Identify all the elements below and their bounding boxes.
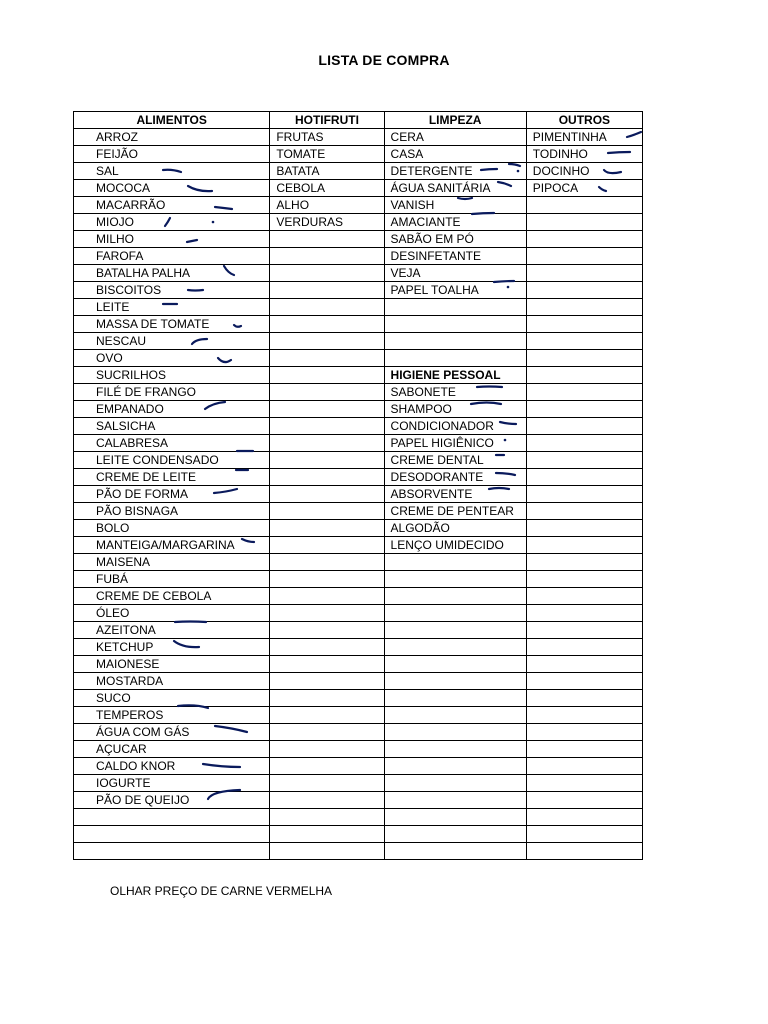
cell-limpeza bbox=[384, 690, 526, 707]
table-row bbox=[74, 741, 643, 758]
cell-outros bbox=[526, 469, 642, 486]
cell-alimentos bbox=[74, 809, 270, 826]
cell-limpeza: CERA bbox=[384, 129, 526, 146]
cell-limpeza bbox=[384, 571, 526, 588]
cell-limpeza: HIGIENE PESSOAL bbox=[384, 367, 526, 384]
table-header-row bbox=[74, 112, 643, 129]
cell-limpeza bbox=[384, 741, 526, 758]
table-row bbox=[74, 282, 643, 299]
cell-limpeza: CREME DENTAL bbox=[384, 452, 526, 469]
cell-limpeza bbox=[384, 622, 526, 639]
cell-limpeza bbox=[384, 588, 526, 605]
cell-outros bbox=[526, 350, 642, 367]
cell-outros: TODINHO bbox=[526, 146, 642, 163]
cell-outros bbox=[526, 265, 642, 282]
cell-alimentos: MACARRÃO bbox=[74, 197, 270, 214]
table-row bbox=[74, 605, 643, 622]
cell-hotifruti bbox=[270, 673, 384, 690]
cell-limpeza: DESINFETANTE bbox=[384, 248, 526, 265]
shopping-list-table bbox=[73, 111, 643, 860]
cell-outros bbox=[526, 724, 642, 741]
page-title: LISTA DE COMPRA bbox=[318, 52, 450, 68]
column-header-hotifruti: HOTIFRUTI bbox=[270, 112, 384, 129]
table-row bbox=[74, 520, 643, 537]
cell-outros bbox=[526, 588, 642, 605]
cell-alimentos: FUBÁ bbox=[74, 571, 270, 588]
cell-alimentos: MIOJO bbox=[74, 214, 270, 231]
cell-alimentos: MILHO bbox=[74, 231, 270, 248]
cell-limpeza bbox=[384, 656, 526, 673]
cell-outros bbox=[526, 367, 642, 384]
cell-alimentos: CALABRESA bbox=[74, 435, 270, 452]
cell-alimentos: PÃO BISNAGA bbox=[74, 503, 270, 520]
cell-hotifruti bbox=[270, 741, 384, 758]
cell-limpeza: DESODORANTE bbox=[384, 469, 526, 486]
cell-outros: DOCINHO bbox=[526, 163, 642, 180]
cell-limpeza bbox=[384, 775, 526, 792]
cell-hotifruti bbox=[270, 588, 384, 605]
cell-limpeza: SHAMPOO bbox=[384, 401, 526, 418]
cell-limpeza: CONDICIONADOR bbox=[384, 418, 526, 435]
cell-hotifruti bbox=[270, 435, 384, 452]
cell-hotifruti bbox=[270, 758, 384, 775]
table-row bbox=[74, 231, 643, 248]
cell-hotifruti bbox=[270, 350, 384, 367]
cell-alimentos: CREME DE CEBOLA bbox=[74, 588, 270, 605]
cell-hotifruti bbox=[270, 775, 384, 792]
cell-alimentos: EMPANADO bbox=[74, 401, 270, 418]
cell-outros bbox=[526, 435, 642, 452]
cell-limpeza bbox=[384, 792, 526, 809]
table-row bbox=[74, 384, 643, 401]
cell-outros bbox=[526, 690, 642, 707]
cell-outros bbox=[526, 707, 642, 724]
cell-alimentos: CREME DE LEITE bbox=[74, 469, 270, 486]
table-row bbox=[74, 265, 643, 282]
cell-limpeza: CREME DE PENTEAR bbox=[384, 503, 526, 520]
table-row bbox=[74, 843, 643, 860]
cell-limpeza bbox=[384, 673, 526, 690]
table-row bbox=[74, 826, 643, 843]
cell-hotifruti: CEBOLA bbox=[270, 180, 384, 197]
cell-alimentos: ÓLEO bbox=[74, 605, 270, 622]
cell-limpeza bbox=[384, 605, 526, 622]
table-row bbox=[74, 316, 643, 333]
cell-hotifruti bbox=[270, 367, 384, 384]
cell-limpeza: CASA bbox=[384, 146, 526, 163]
cell-hotifruti bbox=[270, 469, 384, 486]
cell-limpeza: VANISH bbox=[384, 197, 526, 214]
column-header-outros: OUTROS bbox=[526, 112, 642, 129]
cell-hotifruti bbox=[270, 265, 384, 282]
cell-alimentos: AÇUCAR bbox=[74, 741, 270, 758]
cell-outros bbox=[526, 452, 642, 469]
cell-alimentos: MOCOCA bbox=[74, 180, 270, 197]
table-row bbox=[74, 163, 643, 180]
cell-alimentos: MOSTARDA bbox=[74, 673, 270, 690]
cell-alimentos: MAISENA bbox=[74, 554, 270, 571]
cell-outros bbox=[526, 741, 642, 758]
cell-outros bbox=[526, 316, 642, 333]
footer-note: OLHAR PREÇO DE CARNE VERMELHA bbox=[110, 884, 333, 898]
cell-hotifruti bbox=[270, 486, 384, 503]
column-header-limpeza: LIMPEZA bbox=[384, 112, 526, 129]
cell-hotifruti bbox=[270, 384, 384, 401]
cell-limpeza: SABÃO EM PÓ bbox=[384, 231, 526, 248]
cell-limpeza: VEJA bbox=[384, 265, 526, 282]
cell-alimentos: ÁGUA COM GÁS bbox=[74, 724, 270, 741]
cell-hotifruti bbox=[270, 452, 384, 469]
cell-outros bbox=[526, 639, 642, 656]
table-row bbox=[74, 350, 643, 367]
cell-alimentos: SAL bbox=[74, 163, 270, 180]
table-row bbox=[74, 418, 643, 435]
cell-limpeza bbox=[384, 724, 526, 741]
cell-limpeza bbox=[384, 299, 526, 316]
cell-outros bbox=[526, 554, 642, 571]
cell-outros bbox=[526, 656, 642, 673]
cell-limpeza bbox=[384, 826, 526, 843]
table-row bbox=[74, 758, 643, 775]
table-row bbox=[74, 146, 643, 163]
cell-outros bbox=[526, 605, 642, 622]
cell-outros bbox=[526, 231, 642, 248]
table-row bbox=[74, 537, 643, 554]
cell-limpeza: DETERGENTE bbox=[384, 163, 526, 180]
cell-hotifruti bbox=[270, 503, 384, 520]
table-row bbox=[74, 180, 643, 197]
cell-limpeza: ÁGUA SANITÁRIA bbox=[384, 180, 526, 197]
cell-alimentos: FEIJÃO bbox=[74, 146, 270, 163]
cell-outros bbox=[526, 197, 642, 214]
cell-hotifruti bbox=[270, 809, 384, 826]
table-row bbox=[74, 809, 643, 826]
cell-alimentos: SUCRILHOS bbox=[74, 367, 270, 384]
cell-alimentos: FILÉ DE FRANGO bbox=[74, 384, 270, 401]
cell-outros bbox=[526, 486, 642, 503]
cell-limpeza: AMACIANTE bbox=[384, 214, 526, 231]
cell-outros bbox=[526, 758, 642, 775]
cell-hotifruti bbox=[270, 826, 384, 843]
cell-outros bbox=[526, 809, 642, 826]
cell-hotifruti bbox=[270, 792, 384, 809]
cell-limpeza: PAPEL TOALHA bbox=[384, 282, 526, 299]
cell-outros bbox=[526, 622, 642, 639]
table-row bbox=[74, 248, 643, 265]
cell-hotifruti bbox=[270, 571, 384, 588]
cell-hotifruti bbox=[270, 231, 384, 248]
table-row bbox=[74, 469, 643, 486]
table-row bbox=[74, 503, 643, 520]
cell-hotifruti bbox=[270, 605, 384, 622]
cell-hotifruti bbox=[270, 843, 384, 860]
cell-alimentos: AZEITONA bbox=[74, 622, 270, 639]
cell-alimentos: SUCO bbox=[74, 690, 270, 707]
cell-outros bbox=[526, 826, 642, 843]
cell-alimentos: MASSA DE TOMATE bbox=[74, 316, 270, 333]
table-row bbox=[74, 690, 643, 707]
cell-hotifruti bbox=[270, 401, 384, 418]
cell-hotifruti bbox=[270, 554, 384, 571]
cell-alimentos: KETCHUP bbox=[74, 639, 270, 656]
cell-alimentos: PÃO DE QUEIJO bbox=[74, 792, 270, 809]
cell-limpeza bbox=[384, 350, 526, 367]
cell-outros bbox=[526, 503, 642, 520]
table-row bbox=[74, 571, 643, 588]
cell-hotifruti: BATATA bbox=[270, 163, 384, 180]
cell-limpeza bbox=[384, 333, 526, 350]
cell-outros bbox=[526, 775, 642, 792]
cell-hotifruti: TOMATE bbox=[270, 146, 384, 163]
cell-outros bbox=[526, 520, 642, 537]
cell-alimentos: MANTEIGA/MARGARINA bbox=[74, 537, 270, 554]
table-row bbox=[74, 129, 643, 146]
cell-alimentos: NESCAU bbox=[74, 333, 270, 350]
cell-alimentos: CALDO KNOR bbox=[74, 758, 270, 775]
cell-limpeza bbox=[384, 809, 526, 826]
table-row bbox=[74, 639, 643, 656]
table-row bbox=[74, 792, 643, 809]
cell-hotifruti bbox=[270, 316, 384, 333]
cell-hotifruti bbox=[270, 299, 384, 316]
cell-hotifruti bbox=[270, 639, 384, 656]
cell-hotifruti bbox=[270, 622, 384, 639]
cell-outros bbox=[526, 299, 642, 316]
table-row bbox=[74, 435, 643, 452]
cell-outros bbox=[526, 843, 642, 860]
cell-hotifruti bbox=[270, 707, 384, 724]
cell-alimentos: BOLO bbox=[74, 520, 270, 537]
cell-limpeza: ALGODÃO bbox=[384, 520, 526, 537]
cell-alimentos: LEITE CONDENSADO bbox=[74, 452, 270, 469]
cell-alimentos: PÃO DE FORMA bbox=[74, 486, 270, 503]
table-row bbox=[74, 707, 643, 724]
cell-hotifruti bbox=[270, 690, 384, 707]
table-row bbox=[74, 673, 643, 690]
cell-alimentos bbox=[74, 843, 270, 860]
cell-outros: PIPOCA bbox=[526, 180, 642, 197]
table-row bbox=[74, 724, 643, 741]
table-row bbox=[74, 333, 643, 350]
table-row bbox=[74, 775, 643, 792]
cell-outros bbox=[526, 418, 642, 435]
cell-limpeza: ABSORVENTE bbox=[384, 486, 526, 503]
table-row bbox=[74, 401, 643, 418]
column-header-alimentos: ALIMENTOS bbox=[74, 112, 270, 129]
cell-outros bbox=[526, 248, 642, 265]
cell-outros bbox=[526, 673, 642, 690]
cell-limpeza bbox=[384, 316, 526, 333]
cell-limpeza: SABONETE bbox=[384, 384, 526, 401]
cell-hotifruti: ALHO bbox=[270, 197, 384, 214]
cell-outros: PIMENTINHA bbox=[526, 129, 642, 146]
cell-outros bbox=[526, 282, 642, 299]
table-row bbox=[74, 452, 643, 469]
cell-alimentos: TEMPEROS bbox=[74, 707, 270, 724]
cell-alimentos bbox=[74, 826, 270, 843]
table-row bbox=[74, 554, 643, 571]
cell-outros bbox=[526, 571, 642, 588]
cell-outros bbox=[526, 792, 642, 809]
cell-limpeza bbox=[384, 707, 526, 724]
table-row bbox=[74, 656, 643, 673]
cell-hotifruti bbox=[270, 537, 384, 554]
cell-hotifruti bbox=[270, 724, 384, 741]
table-row bbox=[74, 299, 643, 316]
cell-hotifruti bbox=[270, 520, 384, 537]
cell-limpeza: LENÇO UMIDECIDO bbox=[384, 537, 526, 554]
cell-hotifruti: FRUTAS bbox=[270, 129, 384, 146]
cell-limpeza bbox=[384, 554, 526, 571]
cell-outros bbox=[526, 214, 642, 231]
table-row bbox=[74, 622, 643, 639]
cell-hotifruti bbox=[270, 248, 384, 265]
cell-limpeza bbox=[384, 843, 526, 860]
cell-outros bbox=[526, 401, 642, 418]
cell-alimentos: OVO bbox=[74, 350, 270, 367]
cell-limpeza bbox=[384, 758, 526, 775]
cell-hotifruti bbox=[270, 656, 384, 673]
cell-hotifruti bbox=[270, 333, 384, 350]
cell-hotifruti bbox=[270, 282, 384, 299]
cell-alimentos: IOGURTE bbox=[74, 775, 270, 792]
cell-alimentos: ARROZ bbox=[74, 129, 270, 146]
cell-limpeza bbox=[384, 639, 526, 656]
table-row bbox=[74, 588, 643, 605]
cell-limpeza: PAPEL HIGIÊNICO bbox=[384, 435, 526, 452]
cell-outros bbox=[526, 333, 642, 350]
cell-outros bbox=[526, 384, 642, 401]
cell-alimentos: SALSICHA bbox=[74, 418, 270, 435]
cell-alimentos: BISCOITOS bbox=[74, 282, 270, 299]
cell-alimentos: BATALHA PALHA bbox=[74, 265, 270, 282]
table-row bbox=[74, 486, 643, 503]
cell-alimentos: LEITE bbox=[74, 299, 270, 316]
table-row bbox=[74, 197, 643, 214]
cell-alimentos: FAROFA bbox=[74, 248, 270, 265]
cell-hotifruti bbox=[270, 418, 384, 435]
cell-outros bbox=[526, 537, 642, 554]
table-row bbox=[74, 367, 643, 384]
table-row bbox=[74, 214, 643, 231]
cell-hotifruti: VERDURAS bbox=[270, 214, 384, 231]
cell-alimentos: MAIONESE bbox=[74, 656, 270, 673]
